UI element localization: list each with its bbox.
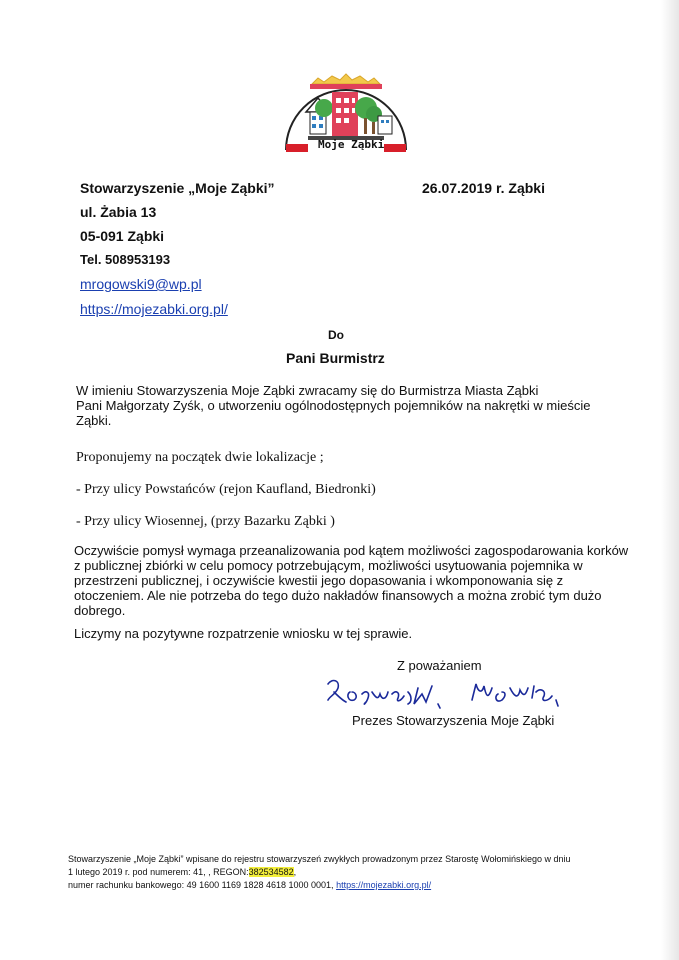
recipient-to: Do bbox=[328, 328, 344, 342]
paragraph-3-line-3: przestrzeni publicznej, i oczywiście kwestii jego dopasowania i wkomponowania się z bbox=[74, 573, 564, 588]
location-1: - Przy ulicy Powstańców (rejon Kaufland, Biedronki) bbox=[76, 482, 376, 497]
letter-date: 26.07.2019 r. Ząbki bbox=[422, 180, 545, 196]
bank-account: numer rachunku bankowego: 49 1600 1169 1828 4618 1000 0001, bbox=[68, 880, 337, 890]
recipient-name: Pani Burmistrz bbox=[286, 350, 385, 366]
closing-title: Prezes Stowarzyszenia Moje Ząbki bbox=[352, 713, 555, 728]
paragraph-4: Liczymy na pozytywne rozpatrzenie wniosku w tej sprawie. bbox=[74, 626, 413, 641]
location-2: - Przy ulicy Wiosennej, (przy Bazarku Ząbki ) bbox=[76, 514, 335, 529]
footer-line-2 bbox=[68, 866, 296, 878]
sender-city: 05-091 Ząbki bbox=[80, 228, 165, 244]
sender-street: ul. Żabia 13 bbox=[80, 204, 157, 220]
paragraph-2: Proponujemy na początek dwie lokalizacje ; bbox=[76, 450, 324, 465]
paragraph-3-line-4: otoczeniem. Ale nie potrzeba do tego dużo nakładów finansowych a można zrobić tym dużo bbox=[74, 588, 602, 603]
sender-email-link[interactable]: mrogowski9@wp.pl bbox=[80, 276, 202, 292]
footer-comma: , bbox=[293, 867, 297, 877]
paragraph-3-line-1: Oczywiście pomysł wymaga przeanalizowania pod kątem możliwości zagospodarowania korków bbox=[74, 543, 629, 558]
regon-number: 382534582 bbox=[248, 867, 294, 877]
page-edge-shadow bbox=[661, 0, 679, 960]
footer-line-1: Stowarzyszenie „Moje Ząbki” wpisane do rejestru stowarzyszeń zwykłych prowadzonym przez Starostę Wołomińskiego w dniu bbox=[68, 854, 571, 864]
closing-regards: Z poważaniem bbox=[397, 658, 482, 673]
handwritten-signature bbox=[322, 674, 562, 710]
paragraph-1-line-3: Ząbki. bbox=[76, 413, 112, 428]
paragraph-1-line-1: W imieniu Stowarzyszenia Moje Ząbki zwracamy się do Burmistrza Miasta Ząbki bbox=[76, 383, 539, 398]
sender-website-link[interactable]: https://mojezabki.org.pl/ bbox=[80, 301, 228, 317]
logo-text: Moje Ząbki bbox=[318, 138, 385, 151]
paragraph-1-line-2: Pani Małgorzaty Zyśk, o utworzeniu ogólnodostępnych pojemników na nakrętki w mieście bbox=[76, 398, 591, 413]
footer-line-3 bbox=[68, 879, 431, 891]
footer-registration: 1 lutego 2019 r. pod numerem: 41, , REGON: bbox=[68, 867, 249, 877]
paragraph-3-line-2: z publicznej zbiórki w celu pomocy potrzebującym, możliwości usytuowania pojemnika w bbox=[74, 558, 583, 573]
footer-website-link[interactable]: https://mojezabki.org.pl/ bbox=[336, 880, 432, 890]
paragraph-3-line-5: dobrego. bbox=[74, 603, 126, 618]
sender-name: Stowarzyszenie „Moje Ząbki” bbox=[80, 180, 275, 196]
sender-phone: Tel. 508953193 bbox=[80, 252, 171, 267]
